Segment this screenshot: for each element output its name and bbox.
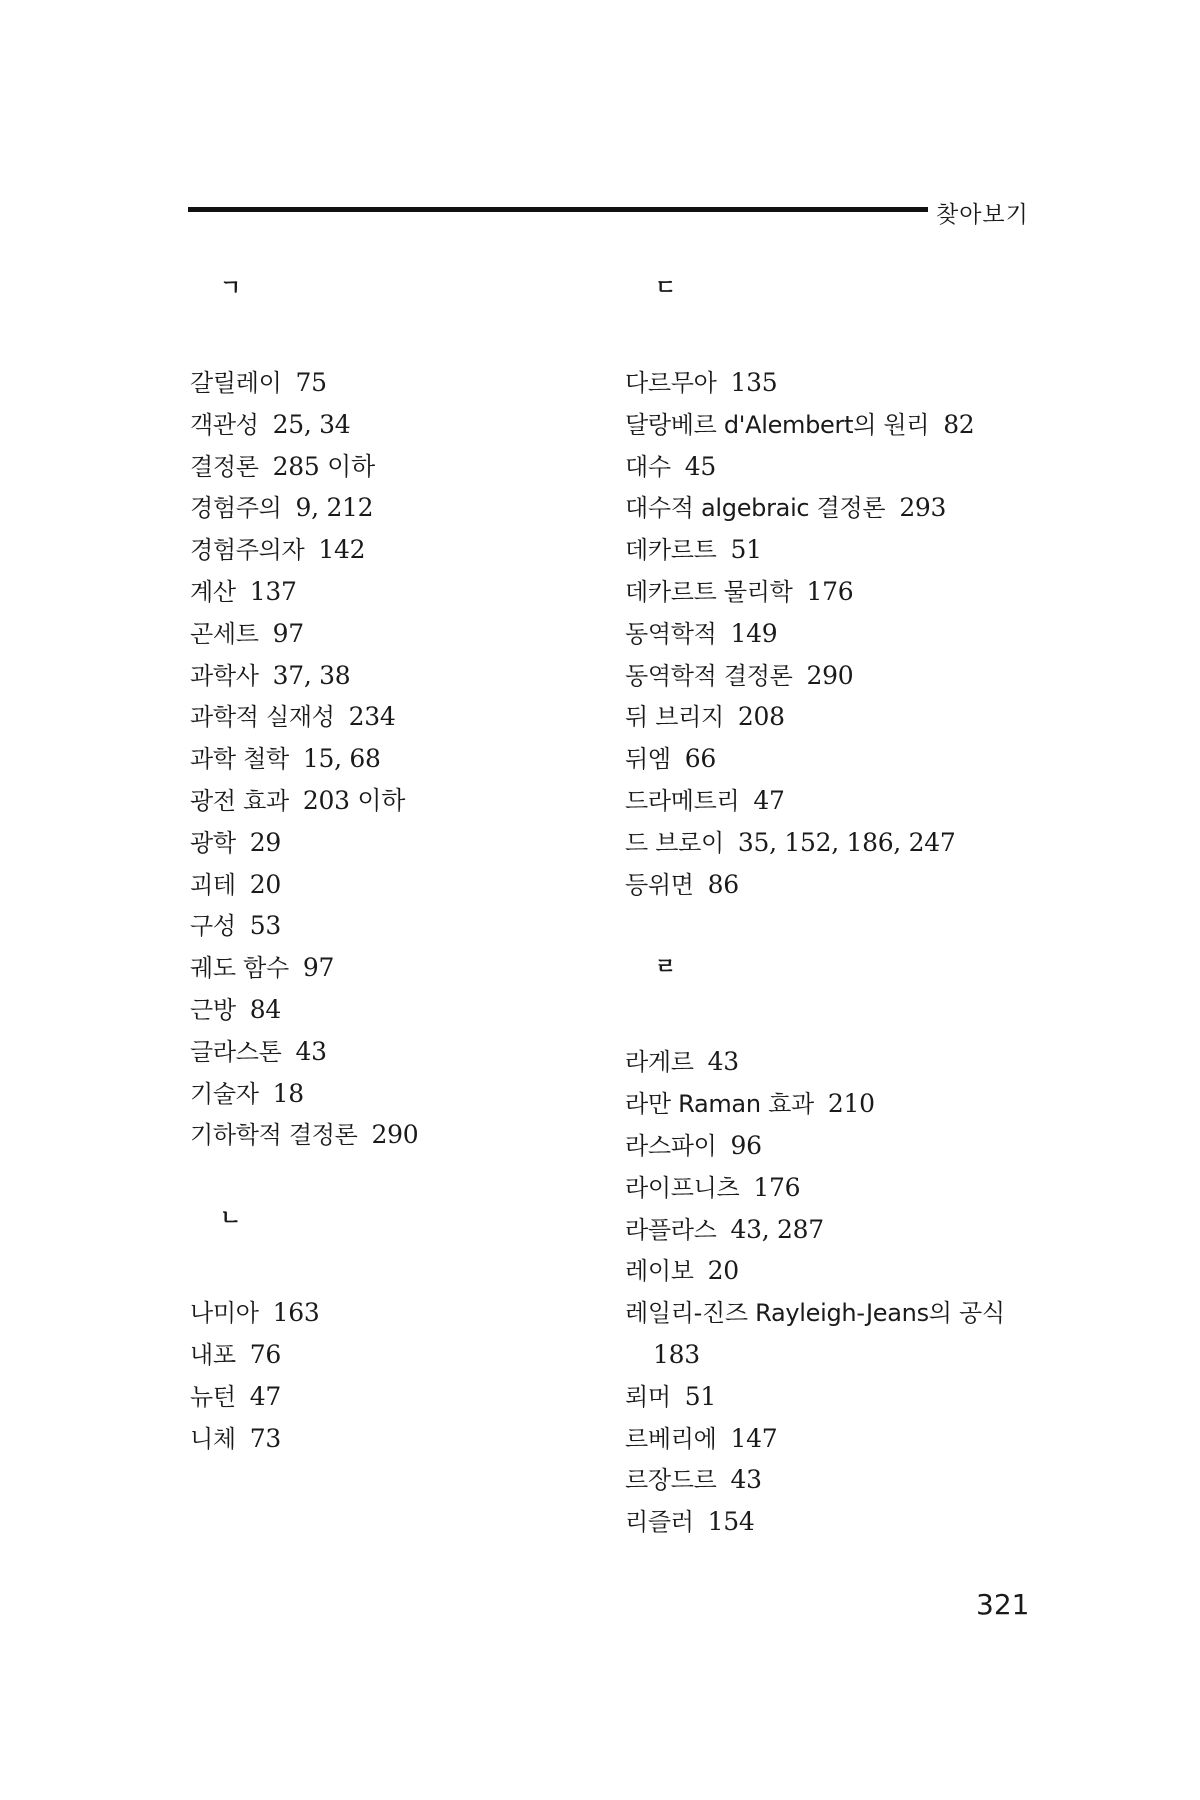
index-entry-pages: 208 — [737, 702, 785, 732]
index-entry — [625, 446, 1045, 488]
index-entry — [625, 655, 1045, 697]
index-entry-term: 근방 — [190, 995, 236, 1024]
index-entry — [625, 362, 1045, 404]
index-entry-pages: 9, 212 — [295, 493, 374, 523]
index-entry-term: 라만 Raman 효과 — [625, 1090, 814, 1119]
index-entry-pages: 135 — [730, 368, 778, 397]
index-entry-pages: 75 — [295, 368, 327, 397]
index-entry-term: 데카르트 — [625, 536, 717, 565]
running-header-title: 찾아보기 — [936, 202, 1029, 228]
index-entry — [190, 1376, 610, 1418]
index-entry-term: 객관성 — [190, 410, 259, 439]
index-entry-term: 괴테 — [190, 870, 236, 899]
index-entry-term: 르장드르 — [625, 1466, 717, 1495]
index-entry — [190, 989, 610, 1031]
index-entry-term: 라이프니츠 — [625, 1173, 740, 1202]
index-entry-term: 경험주의 — [190, 494, 282, 523]
index-entry — [625, 1209, 1045, 1251]
index-entry-term: 내포 — [190, 1340, 236, 1369]
index-entry-pages: 176 — [806, 576, 854, 606]
index-entry-pages: 35, 152, 186, 247 — [737, 827, 956, 857]
index-entry — [625, 738, 1045, 780]
index-entry-pages: 183 — [653, 1339, 700, 1369]
index-entry — [625, 864, 1045, 906]
index-entry — [625, 1250, 1045, 1292]
index-entry-pages: 18 — [272, 1078, 304, 1108]
index-entry-pages: 20 — [707, 1256, 739, 1286]
index-entry-term: 동역학적 — [625, 619, 717, 648]
index-entry — [190, 696, 610, 738]
index-entry-term: 광전 효과 — [190, 786, 289, 815]
index-entry-pages: 51 — [730, 535, 762, 565]
index-entry-pages: 82 — [943, 409, 975, 439]
index-entry-pages: 142 — [318, 535, 366, 565]
index-entry-pages: 76 — [249, 1339, 281, 1369]
page-number: 321 — [976, 1588, 1030, 1621]
index-entry-term: 광학 — [190, 828, 236, 857]
index-entry-pages: 84 — [249, 994, 281, 1024]
index-entry — [625, 1167, 1045, 1209]
index-entry — [625, 1125, 1045, 1167]
index-entry — [190, 864, 610, 906]
index-entry — [625, 1501, 1045, 1543]
index-entry — [190, 613, 610, 655]
index-entry-pages: 86 — [707, 869, 739, 899]
index-entry-term: 궤도 함수 — [190, 954, 289, 983]
index-entry — [190, 1073, 610, 1115]
index-entry-pages: 147 — [730, 1423, 778, 1453]
index-section-letter: ㄴ — [220, 1206, 242, 1232]
index-entry-term: 기하학적 결정론 — [190, 1121, 358, 1150]
index-entry — [625, 1292, 1045, 1334]
index-entry-pages: 73 — [249, 1423, 281, 1453]
index-entry-term: 데카르트 물리학 — [625, 577, 793, 606]
index-entry-term: 라스파이 — [625, 1131, 717, 1160]
index-entry-pages: 97 — [302, 953, 335, 983]
index-entry — [625, 1459, 1045, 1501]
index-entry — [190, 362, 610, 404]
index-entry-term: 뉴턴 — [190, 1382, 236, 1411]
index-entry-term: 대수 — [625, 452, 671, 481]
index-entry — [190, 1114, 610, 1156]
index-entry-term: 등위면 — [625, 870, 694, 899]
index-entry-pages: 290 — [806, 660, 854, 690]
index-entry-term: 나미아 — [190, 1299, 259, 1328]
index-entry-pages: 96 — [730, 1130, 762, 1160]
index-column-right — [625, 270, 1045, 1543]
header-rule — [188, 207, 928, 212]
index-entry — [190, 1418, 610, 1460]
index-entry — [625, 487, 1045, 529]
index-entry — [190, 571, 610, 613]
index-entry-pages: 51 — [684, 1381, 716, 1411]
index-entry-pages: 210 — [827, 1089, 875, 1119]
index-entry — [625, 529, 1045, 571]
index-entry — [625, 613, 1045, 655]
index-entry-pages: 163 — [272, 1298, 320, 1328]
index-entry-term: 과학 철학 — [190, 745, 289, 774]
index-entry-term: 결정론 — [190, 452, 259, 481]
index-entry-pages: 137 — [249, 576, 297, 606]
index-entry — [190, 446, 610, 488]
index-entry-term: 다르무아 — [625, 369, 717, 397]
index-entry-term: 드라메트리 — [625, 786, 740, 815]
index-entry-pages: 203 이하 — [302, 785, 406, 815]
index-entry — [625, 404, 1045, 446]
index-entry-pages: 290 — [371, 1120, 419, 1150]
index-entry — [625, 1334, 1045, 1376]
index-entry — [625, 1041, 1045, 1083]
index-entry — [625, 571, 1045, 613]
index-entry-pages: 149 — [730, 618, 778, 648]
index-entry-term: 글라스톤 — [190, 1037, 282, 1066]
index-entry-pages: 20 — [249, 869, 281, 899]
index-entry-pages: 15, 68 — [302, 744, 381, 774]
index-entry-pages: 25, 34 — [272, 409, 351, 439]
index-entry-term: 기술자 — [190, 1079, 259, 1108]
index-entry-pages: 43, 287 — [730, 1214, 824, 1244]
index-entry-term: 대수적 algebraic 결정론 — [625, 494, 886, 523]
index-section-letter: ㄹ — [655, 955, 677, 981]
index-entry-term: 구성 — [190, 912, 236, 941]
index-entry-term: 계산 — [190, 577, 236, 606]
index-entry-pages: 43 — [295, 1036, 327, 1066]
index-entry — [625, 1418, 1045, 1460]
index-entry-term: 뒤 브리지 — [625, 703, 724, 732]
index-entry-pages: 234 — [348, 702, 396, 732]
index-entry-pages: 53 — [249, 911, 281, 941]
index-entry — [625, 822, 1045, 864]
index-entry-pages: 97 — [272, 618, 304, 648]
index-entry-term: 르베리에 — [625, 1424, 717, 1453]
index-entry — [190, 780, 610, 822]
index-entry-term: 갈릴레이 — [190, 369, 282, 397]
index-entry-term: 라게르 — [625, 1048, 694, 1077]
index-entry — [625, 1376, 1045, 1418]
index-entry-term: 레일리-진즈 Rayleigh-Jeans의 공식 — [625, 1299, 1005, 1328]
index-entry — [190, 655, 610, 697]
index-entry-term: 달랑베르 d'Alembert의 원리 — [625, 410, 930, 439]
index-entry — [625, 780, 1045, 822]
index-entry — [190, 487, 610, 529]
index-entry — [625, 1083, 1045, 1125]
index-entry-term: 니체 — [190, 1424, 236, 1453]
index-entry-pages: 43 — [730, 1465, 762, 1495]
index-entry-term: 과학적 실재성 — [190, 703, 335, 732]
index-entry — [190, 1292, 610, 1334]
index-entry-pages: 285 이하 — [272, 451, 375, 481]
index-entry — [190, 947, 610, 989]
section-gap — [625, 905, 1045, 949]
index-section-letter: ㄷ — [655, 276, 677, 301]
index-entry-term: 드 브로이 — [625, 828, 724, 857]
index-column-left — [190, 270, 610, 1459]
index-entry-pages: 45 — [684, 451, 716, 481]
index-entry — [190, 905, 610, 947]
index-entry-pages: 176 — [753, 1172, 801, 1202]
index-entry-term: 뒤엠 — [625, 745, 671, 774]
index-entry-pages: 29 — [249, 827, 281, 857]
index-entry-term: 레이보 — [625, 1257, 694, 1286]
index-entry-pages: 293 — [899, 493, 947, 523]
index-entry-pages: 47 — [753, 785, 785, 815]
index-entry-pages: 43 — [707, 1047, 739, 1077]
index-section-letter: ㄱ — [220, 276, 242, 301]
index-entry-term: 경험주의자 — [190, 536, 305, 565]
index-entry-pages: 37, 38 — [272, 660, 351, 690]
index-entry-term: 과학사 — [190, 661, 259, 690]
index-entry — [190, 404, 610, 446]
index-entry — [190, 822, 610, 864]
index-entry-pages: 66 — [684, 744, 716, 774]
index-entry — [625, 696, 1045, 738]
index-entry — [190, 529, 610, 571]
index-entry — [190, 1334, 610, 1376]
index-entry-term: 동역학적 결정론 — [625, 661, 793, 690]
index-entry-term: 라플라스 — [625, 1215, 717, 1244]
index-entry-term: 리즐러 — [625, 1508, 694, 1537]
index-entry-pages: 47 — [249, 1381, 281, 1411]
index-entry — [190, 738, 610, 780]
section-gap — [190, 1156, 610, 1200]
index-entry-term: 뢰머 — [625, 1382, 671, 1411]
index-entry-pages: 154 — [707, 1507, 755, 1537]
index-entry — [190, 1031, 610, 1073]
index-entry-term: 곤세트 — [190, 619, 259, 648]
